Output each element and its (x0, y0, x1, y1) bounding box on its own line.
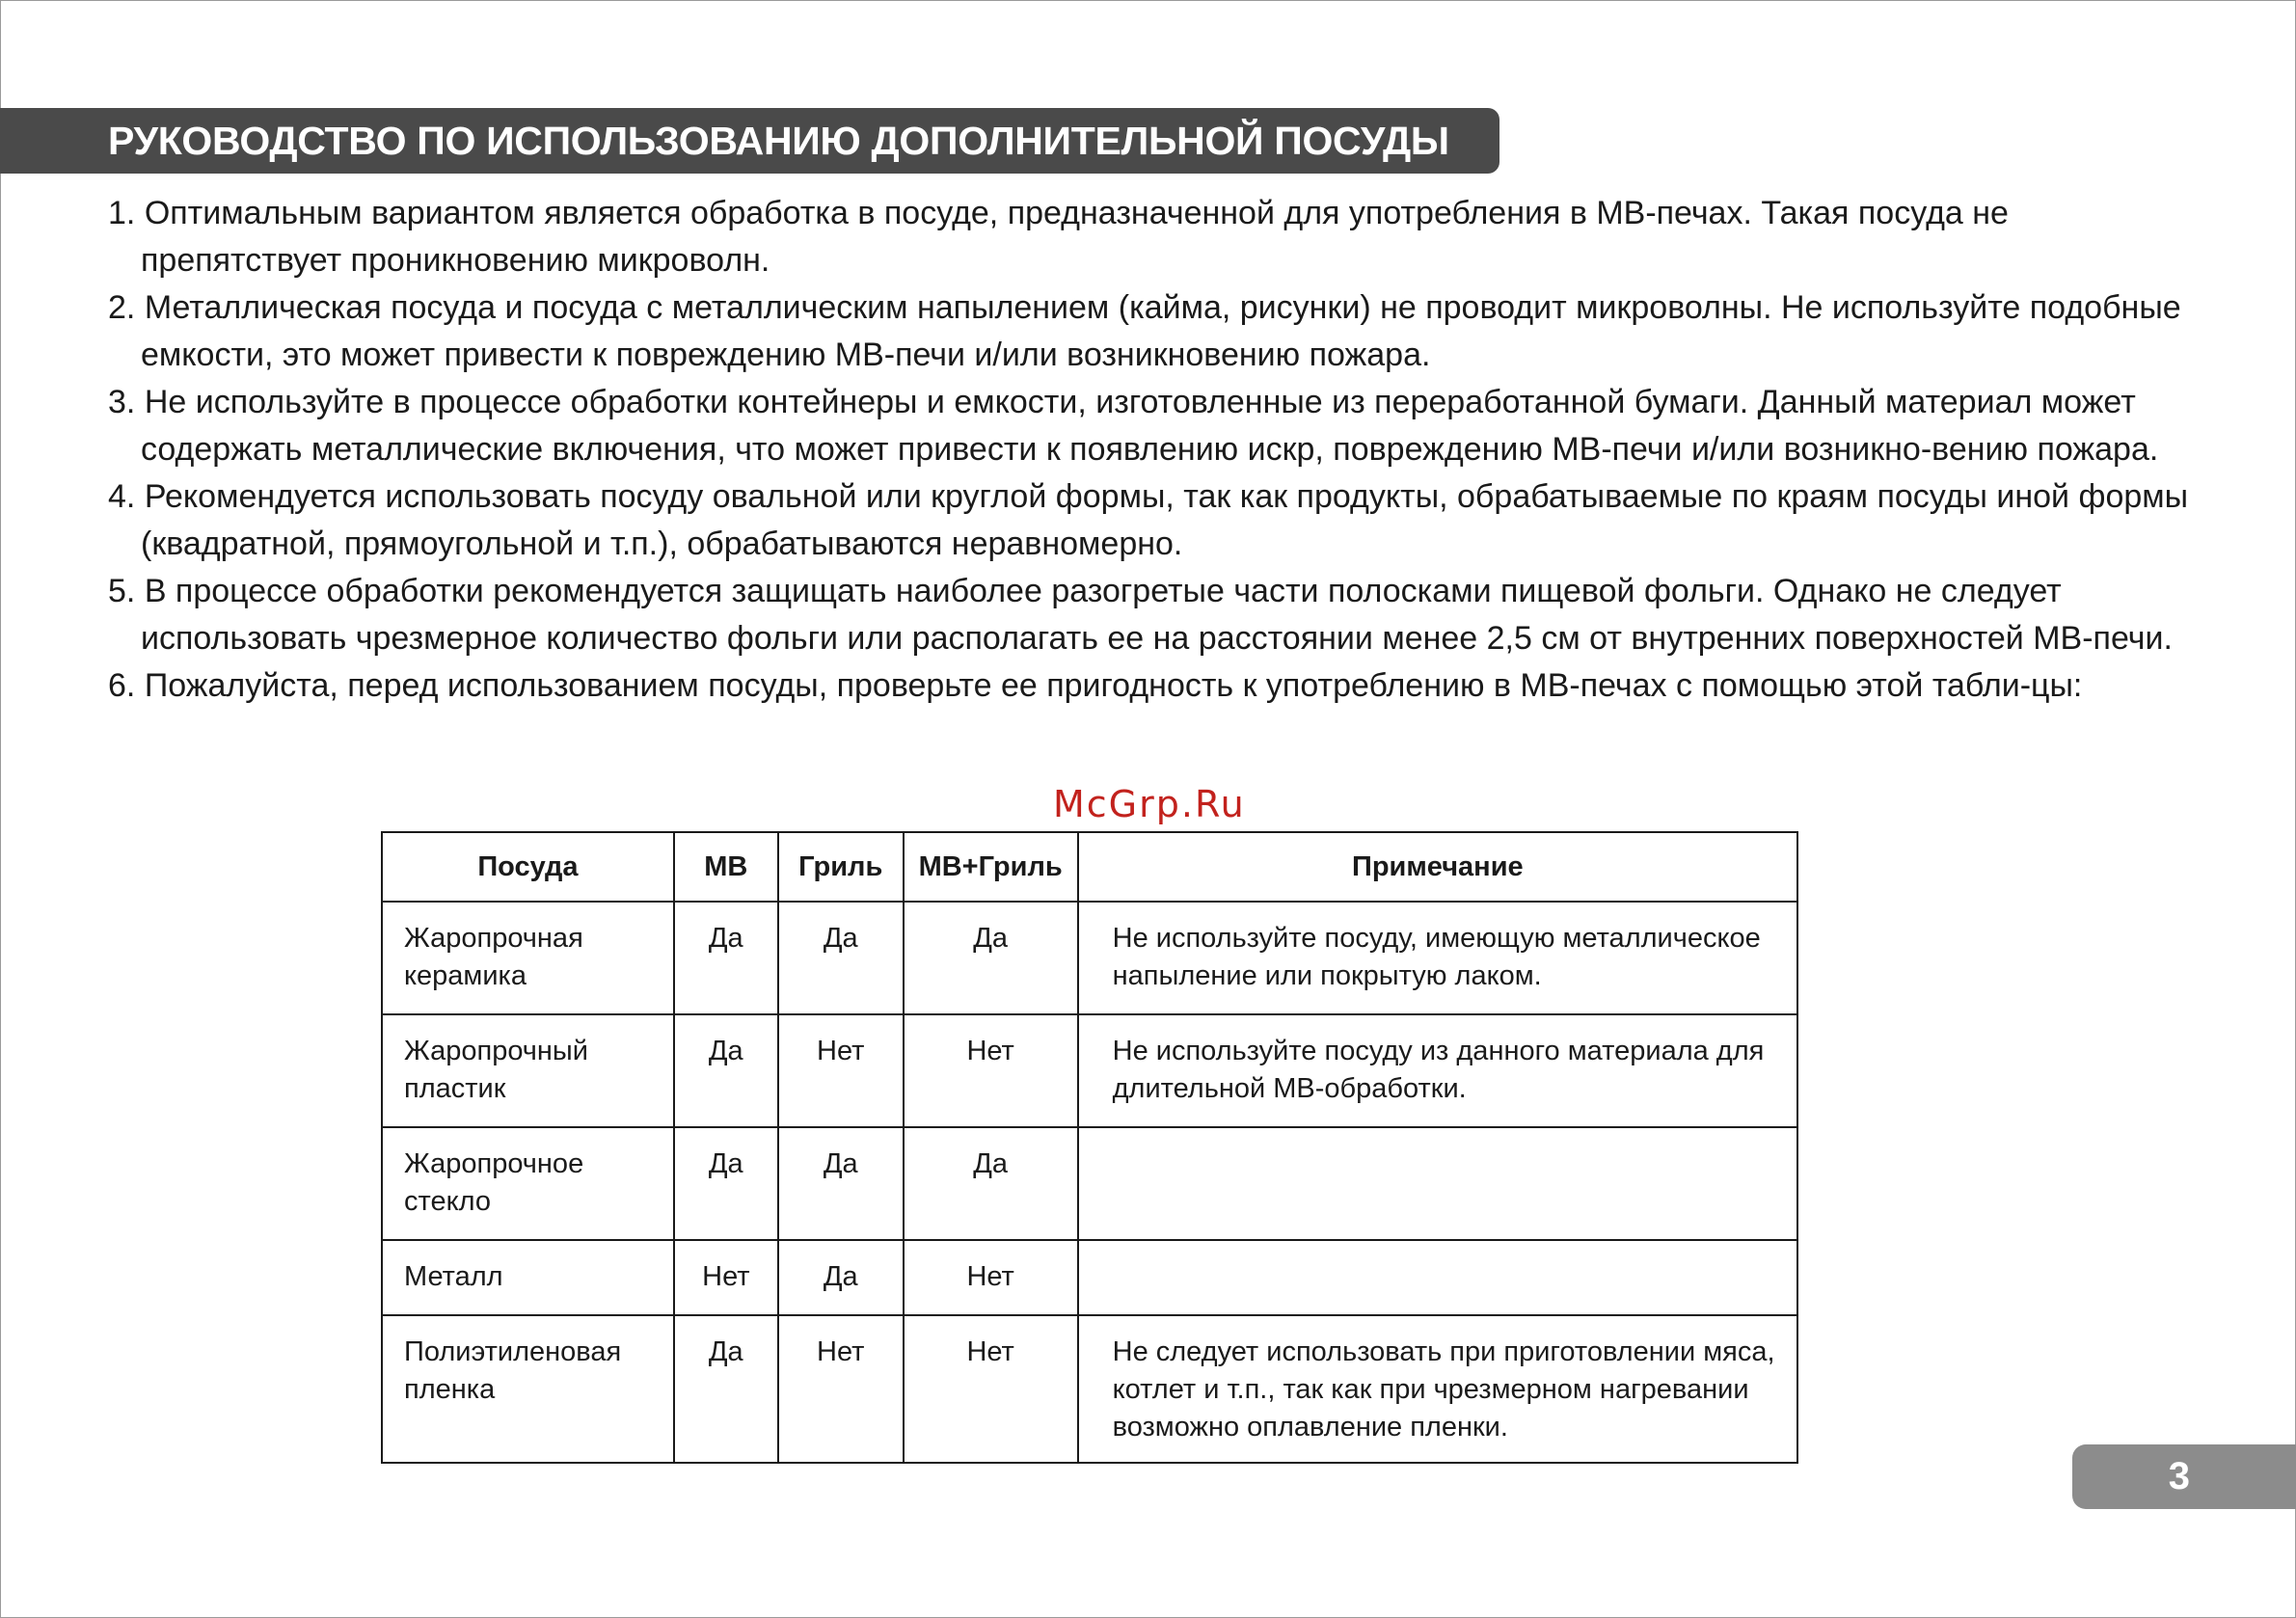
table-row (382, 1127, 1797, 1240)
cell-grill: Да (778, 1127, 904, 1240)
table-row (382, 1240, 1797, 1315)
item-number: 2. (108, 289, 136, 326)
item-number: 1. (108, 195, 136, 231)
cell-mw: Да (674, 1014, 778, 1127)
list-item (108, 284, 2191, 379)
table-row (382, 1315, 1797, 1463)
item-text: Рекомендуется использовать посуду овальной или круглой формы, так как продукты, обрабатываемые по краям посуды иной формы (квадратной, прямоугольной и т.п.), обрабатываются неравномерно. (141, 478, 2189, 562)
watermark: McGrp.Ru (1053, 783, 1246, 825)
header-item: Посуда (382, 832, 674, 902)
page-number: 3 (2168, 1455, 2190, 1497)
item-text: В процессе обработки рекомендуется защищать наиболее разогретые части полосками пищевой фольги. Однако не следует использовать чрезмерное количество фольги или располагать ее на расстоянии менее 2,5 см от внутренних поверхностей МВ-печи. (141, 573, 2173, 657)
cell-mw-grill: Да (904, 902, 1078, 1014)
cell-note (1078, 1127, 1797, 1240)
cell-note (1078, 1240, 1797, 1315)
cell-grill: Да (778, 902, 904, 1014)
list-item (108, 662, 2191, 710)
cell-mw: Нет (674, 1240, 778, 1315)
list-item (108, 568, 2191, 662)
page-title: РУКОВОДСТВО ПО ИСПОЛЬЗОВАНИЮ ДОПОЛНИТЕЛЬНОЙ ПОСУДЫ (108, 119, 1449, 163)
header-grill: Гриль (778, 832, 904, 902)
cell-note: Не следует использовать при приготовлении мяса, котлет и т.п., так как при чрезмерном нагревании возможно оплавление пленки. (1078, 1315, 1797, 1463)
cell-mw-grill: Нет (904, 1014, 1078, 1127)
header-note: Примечание (1078, 832, 1797, 902)
cell-mw: Да (674, 1127, 778, 1240)
cell-item: Металл (382, 1240, 674, 1315)
list-item (108, 379, 2191, 473)
item-number: 3. (108, 384, 136, 420)
cell-item: Полиэтиленовая пленка (382, 1315, 674, 1463)
cell-item: Жаропрочное стекло (382, 1127, 674, 1240)
cookware-table (381, 831, 1798, 1464)
cell-item: Жаропрочная керамика (382, 902, 674, 1014)
item-text: Не используйте в процессе обработки контейнеры и емкости, изготовленные из переработанной бумаги. Данный материал может содержать металлические включения, что может привести к появлению искр, повреждению МВ-печи и/или возникно-вению пожара. (141, 384, 2159, 468)
table-row (382, 1014, 1797, 1127)
cell-mw-grill: Да (904, 1127, 1078, 1240)
item-number: 5. (108, 573, 136, 609)
cell-mw-grill: Нет (904, 1315, 1078, 1463)
cell-item: Жаропрочный пластик (382, 1014, 674, 1127)
item-text: Пожалуйста, перед использованием посуды, проверьте ее пригодность к употреблению в МВ-печах с помощью этой табли-цы: (144, 667, 2083, 704)
item-text: Металлическая посуда и посуда с металлическим напылением (кайма, рисунки) не проводит микроволны. Не используйте подобные емкости, это может привести к повреждению МВ-печи и/или возникновению пожара. (141, 289, 2181, 373)
item-text: Оптимальным вариантом является обработка в посуде, предназначенной для употребления в МВ-печах. Такая посуда не препятствует проникновению микроволн. (141, 195, 2009, 279)
list-item (108, 473, 2191, 568)
cell-mw-grill: Нет (904, 1240, 1078, 1315)
instructions-list (108, 190, 2191, 710)
header-mw: МВ (674, 832, 778, 902)
cell-grill: Да (778, 1240, 904, 1315)
cell-grill: Нет (778, 1315, 904, 1463)
item-number: 4. (108, 478, 136, 515)
item-number: 6. (108, 667, 136, 704)
table-row (382, 902, 1797, 1014)
cell-note: Не используйте посуду, имеющую металлическое напыление или покрытую лаком. (1078, 902, 1797, 1014)
cell-mw: Да (674, 1315, 778, 1463)
table-header-row (382, 832, 1797, 902)
list-item (108, 190, 2191, 284)
cell-mw: Да (674, 902, 778, 1014)
cell-note: Не используйте посуду из данного материала для длительной МВ-обработки. (1078, 1014, 1797, 1127)
cell-grill: Нет (778, 1014, 904, 1127)
header-mw-grill: МВ+Гриль (904, 832, 1078, 902)
